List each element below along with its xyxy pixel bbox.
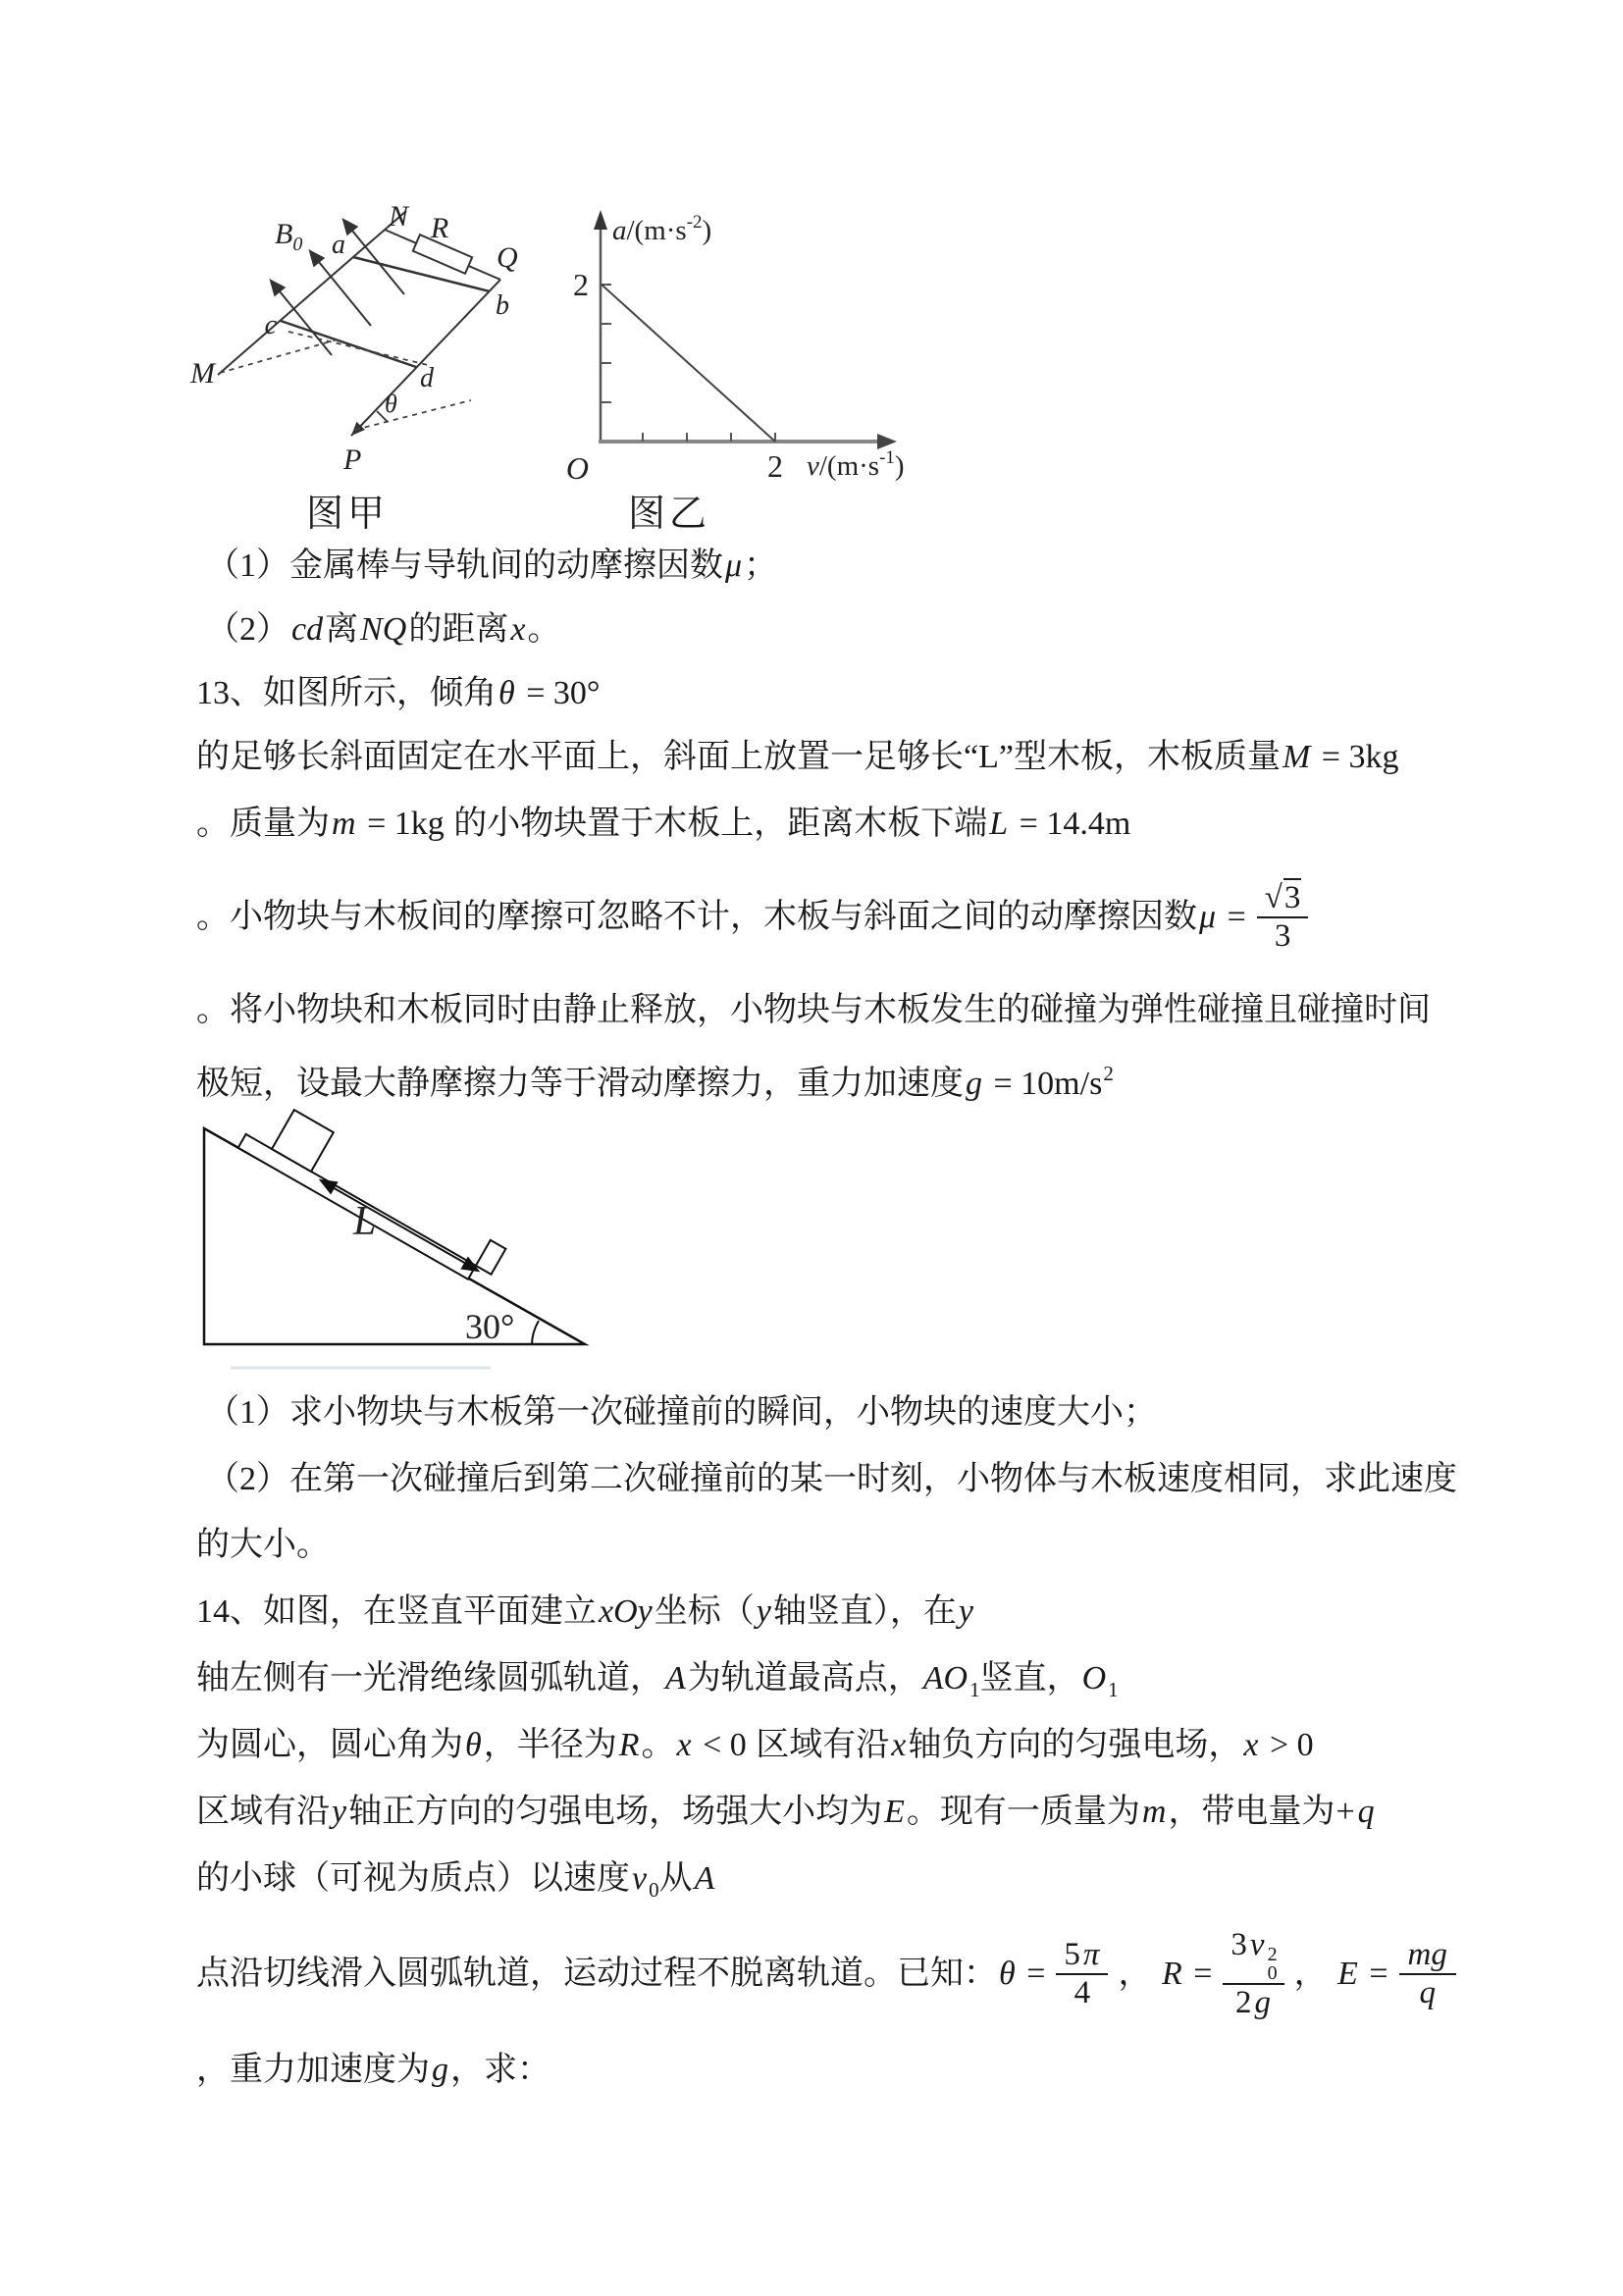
radicand: 3 [1283,880,1301,916]
text-part: 。小物块与木板间的摩擦可忽略不计，木板与斜面之间的动摩擦因数 [196,899,1197,935]
q14-known-values-line [196,1921,1466,2027]
q13-line-4-friction [196,868,1318,966]
distance-label: L [353,1199,377,1244]
text-part: = [1018,1956,1046,1992]
text-part: 为圆心，圆心角为 [196,1727,463,1763]
b0-label: $B_0$ [275,218,303,255]
text-part: < 0 [694,1727,756,1763]
text-part: 区域有沿 [196,1794,330,1830]
text-part: g [1254,1985,1271,2021]
text-part: 轴竖直），在 [772,1593,957,1630]
text-part: 的小球（可视为质点）以速度 [196,1860,630,1897]
text-part: ，带电量为 [1168,1794,1335,1830]
fraction-numerator [1399,1937,1456,1975]
text-part: θ [999,1956,1016,1992]
text-part: R [618,1727,640,1763]
q13-line-5 [196,989,1431,1032]
mu-fraction [1257,880,1309,955]
text-segment [1294,1953,1389,1996]
fraction-denominator: 3 [1274,918,1291,954]
q13-item-2-cont [196,1524,330,1567]
text-part: xOy [599,1593,653,1630]
text-part: NQ [360,611,407,648]
fraction-denominator [1067,1975,1099,2011]
radical-sign: √ [1264,880,1283,916]
text-part: 。 [641,1727,675,1763]
data-line [602,285,775,442]
figure-yi-caption: 图乙 [628,494,711,535]
text-part: 1 [1108,1678,1119,1701]
text-part: 的距离 [408,611,509,648]
text-part: π [1082,1937,1100,1973]
fraction-denominator [1228,1985,1280,2021]
text-part: 为轨道最高点， [687,1660,921,1696]
text-part: 。现有一质量为 [906,1794,1140,1830]
r-label: R [430,212,449,244]
text-part: R [1161,1956,1182,1992]
q12-item-2 [206,608,560,652]
text-part: 离 [325,611,359,648]
text-part: 4 [1073,1975,1091,2010]
q14-line-5 [196,1857,716,1911]
text-part: = [1219,899,1246,935]
text-part: m [1141,1794,1167,1830]
text-part: q [1357,1794,1375,1830]
theta-label: θ [385,390,397,418]
text-part: 轴左侧有一光滑绝缘圆弧轨道， [196,1660,663,1696]
text-part: g [432,2052,448,2088]
text-part: 从 [658,1860,693,1897]
x-axis-title: $v/(m\cdot s^{-1})$ [807,447,905,482]
l-board-lip [476,1240,506,1275]
text-part: 0 [649,1878,659,1902]
distance-arrow [321,1180,478,1271]
a-label: a [332,230,345,260]
figure-jia-caption: 图甲 [306,494,390,535]
fraction-numerator [1257,880,1309,918]
numerator-base [1230,1927,1266,1962]
origin-label: O [565,450,589,486]
text-part: 5 [1064,1937,1080,1973]
text-part: μ [725,548,743,584]
text-part: （1）金属棒与导轨间的动摩擦因数 [206,548,723,584]
y-ticks [601,285,611,402]
text-part: 区域有沿 [756,1727,890,1763]
text-part: q [1419,1975,1436,2010]
b-label: b [496,290,509,321]
text-part: m [332,806,356,842]
y-axis-title: $a/(m\cdot s^{-2})$ [612,212,712,246]
y-tick-label-2: 2 [573,267,589,302]
c-label: c [264,310,277,340]
text-part: 3 [1230,1927,1247,1963]
fraction-denominator [1410,1975,1444,2011]
bar-cd [281,321,416,367]
text-part: 13、如图所示，倾角 [196,675,497,711]
subscript: 0 [1267,1962,1278,1985]
text-part: 的大小。 [196,1527,330,1563]
text-part: 。 [527,611,561,648]
fraction-numerator [1056,1937,1108,1975]
text-segment [196,1953,1046,1996]
text-part: M [1282,739,1311,775]
q13-item-2 [206,1458,1457,1501]
angle-label: 30° [465,1307,515,1346]
text-part: > 0 [1261,1727,1314,1763]
text-part: 的小物块置于木板上，距离木板下端 [453,806,988,842]
text-part: 轴正方向的匀强电场，场强大小均为 [348,1794,883,1830]
text-part: + [1335,1794,1355,1830]
m-label: M [190,357,215,390]
text-part: ， [1118,1956,1160,1992]
text-part: x [891,1727,907,1763]
text-part: = 10m/s [985,1066,1103,1102]
text-part: 2 [1234,1985,1252,2021]
q13-line-2 [196,736,1399,779]
d-label: d [420,363,434,393]
text-part: 坐标（ [654,1593,755,1630]
text-part: 。将小物块和木板同时由静止释放，小物块与木板发生的碰撞为弹性碰撞且碰撞时间 [196,992,1431,1028]
text-part: 轴负方向的匀强电场， [908,1727,1242,1763]
text-part: 2 [1103,1062,1114,1085]
text-part: ； [744,548,778,584]
q13-line-1 [196,672,601,715]
figure-incline-30 [157,1099,687,1393]
text-part: L [989,806,1009,842]
text-part: θ [498,675,515,711]
text-part: A [694,1860,715,1897]
figure-av-graph [550,177,1011,549]
text-part: = [1360,1956,1388,1992]
q13-item-1 [206,1391,1157,1435]
q14-line-3 [196,1724,1315,1767]
text-part: 极短，设最大静摩擦力等于滑动摩擦力，重力加速度 [196,1066,964,1102]
text-part: 点沿切线滑入圆弧轨道，运动过程不脱离轨道。已知： [196,1956,997,1992]
text-part: （2）在第一次碰撞后到第二次碰撞前的某一时刻，小物体与木板速度相同，求此速度 [206,1461,1457,1497]
text-part: y [958,1593,973,1630]
q12-item-1 [206,545,777,588]
text-part: AO [922,1660,969,1696]
text-part: ， [1293,1956,1336,1992]
q13-line-6 [196,1052,1114,1106]
q14-line-1 [196,1591,975,1634]
text-part: 14、如图，在竖直平面建立 [196,1593,597,1630]
text-part: x [510,611,526,648]
text-part: v [632,1860,648,1897]
n-label: N [389,200,409,233]
text-part: A [665,1660,686,1696]
q13-line-3 [196,803,1131,846]
q14-line-4 [196,1791,1377,1834]
text-part: mg [1407,1937,1447,1973]
text-part: y [756,1593,771,1630]
text-part: （1）求小物块与木板第一次碰撞前的瞬间，小物块的速度大小； [206,1394,1157,1431]
text-part: ，重力加速度为 [196,2052,430,2088]
sub-sup-stack [1268,1946,1278,1983]
text-part: E [884,1794,905,1830]
angle-arc [532,1321,539,1345]
text-part: = 3kg [1313,739,1399,775]
text-part: g [966,1066,982,1102]
field-fraction [1399,1937,1456,2011]
text-part: ，求： [450,2052,550,2088]
text-part: y [332,1794,347,1830]
text-part: = [1184,1956,1213,1992]
text-part: ，半径为 [483,1727,617,1763]
text-part: cd [291,611,324,648]
rail-mn [218,211,406,375]
q14-line-7 [196,2049,550,2092]
text-part: x [676,1727,692,1763]
text-part: x [1243,1727,1259,1763]
x-tick-label-2: 2 [767,448,783,484]
text-part: 竖直， [979,1660,1080,1696]
text-part: 1 [969,1678,980,1701]
text-part: 。质量为 [196,806,330,842]
text-part: O [1081,1660,1107,1696]
superscript: 2 [1267,1944,1278,1966]
text-segment [1118,1953,1213,1996]
text-part: E [1337,1956,1358,1992]
y-axis-arrow [594,210,607,230]
text-part: θ [465,1727,482,1763]
p-label: P [343,444,362,476]
q-label: Q [497,241,518,274]
text-part: = 14.4m [1011,806,1131,842]
text-part: 的足够长斜面固定在水平面上，斜面上放置一足够长“L”型木板，木板质量 [196,739,1281,775]
text-part: （2） [206,611,289,648]
text-part: μ [1199,899,1217,935]
theta-fraction [1056,1937,1108,2011]
text-part: = 1kg [358,806,453,842]
text-part: = 30° [517,675,601,711]
radius-fraction [1223,1927,1283,2021]
text-segment [196,896,1247,939]
text-part: v [1249,1927,1265,1963]
q14-line-2 [196,1657,1119,1711]
fraction-numerator [1223,1927,1283,1985]
